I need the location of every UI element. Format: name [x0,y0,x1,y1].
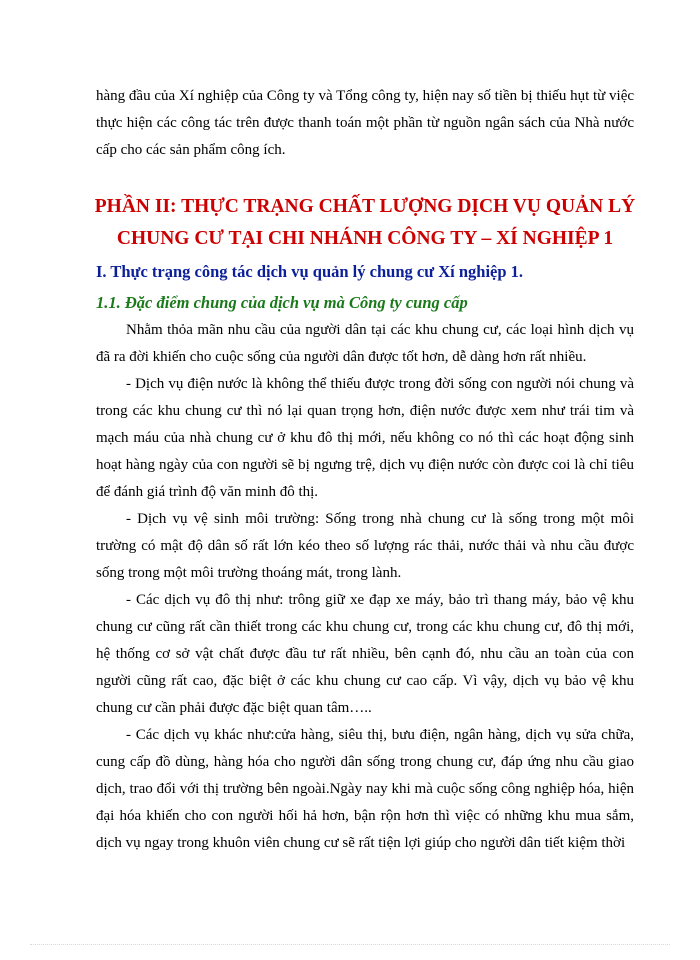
section-1-heading: I. Thực trạng công tác dịch vụ quản lý chung cư Xí nghiệp 1. [96,262,524,281]
body-paragraph: Nhằm thỏa mãn nhu cầu của người dân tại các khu chung cư, các loại hình dịch vụ đã ra đời khiến cho cuộc sống của người dân được tốt hơn, dễ dàng hơn rất nhiều. [96,322,634,365]
part-title: PHẦN II: THỰC TRẠNG CHẤT LƯỢNG DỊCH VỤ QUẢN LÝ CHUNG CƯ TẠI CHI NHÁNH CÔNG TY – XÍ NGHIỆP 1 [94,196,636,249]
intro-paragraph: hàng đầu của Xí nghiệp của Công ty và Tổng công ty, hiện nay số tiền bị thiếu hụt từ việc thực hiện các công tác trên được thanh toán một phần từ nguồn ngân sách của Nhà nước cấp cho các sản phẩm công ích. [96,88,635,158]
body-paragraph: - Các dịch vụ đô thị như: trông giữ xe đạp xe máy, bảo trì thang máy, bảo vệ khu chung cư cũng rất cần thiết trong các khu chung cư, trong các khu chung cư, đô thị mới, hệ thống cơ sở vật chất được đầu tư rất nhiều, bên cạnh đó, nhu cầu an toàn của con người cũng rất cao, đặc biệt ở các khu chung cư cao cấp. Vì vậy, dịch vụ bảo vệ khu chung cư cần phải được đặc biệt quan tâm….. [96,592,634,716]
section-1-1-heading: 1.1. Đặc điểm chung của dịch vụ mà Công ty cung cấp [96,293,468,312]
body-paragraph: - Dịch vụ vệ sinh môi trường: Sống trong nhà chung cư là sống trong một môi trường có mật độ dân số rất lớn kéo theo số lượng rác thải, nước thải và nhu cầu được sống trong một môi trường thoáng mát, trong lành. [96,511,634,581]
footer-divider [30,944,670,945]
body-paragraph: - Dịch vụ điện nước là không thể thiếu được trong đời sống con người nói chung và trong các khu chung cư thì nó lại quan trọng hơn, điện nước được xem như trái tim và mạch máu của nhà chung cư ở khu đô thị mới, nếu không co nó thì các hoạt động sinh hoạt hàng ngày của con người sẽ bị ngưng trệ, dịch vụ điện nước còn được coi là chỉ tiêu để đánh giá trình độ văn minh đô thị. [96,376,634,500]
body-paragraph: - Các dịch vụ khác như:cửa hàng, siêu thị, bưu điện, ngân hàng, dịch vụ sửa chữa, cung cấp đồ dùng, hàng hóa cho người dân sống trong chung cư, đáp ứng nhu cầu giao dịch, trao đổi với thị trường bên ngoài.Ngày nay khi mà cuộc sống công nghiệp hóa, hiện đại hóa khiến cho con người hối hả hơn, bận rộn hơn thì việc có những khu mua sắm, dịch vụ ngay trong khuôn viên chung cư sẽ rất tiện lợi giúp cho người dân tiết kiệm thời [96,727,634,851]
